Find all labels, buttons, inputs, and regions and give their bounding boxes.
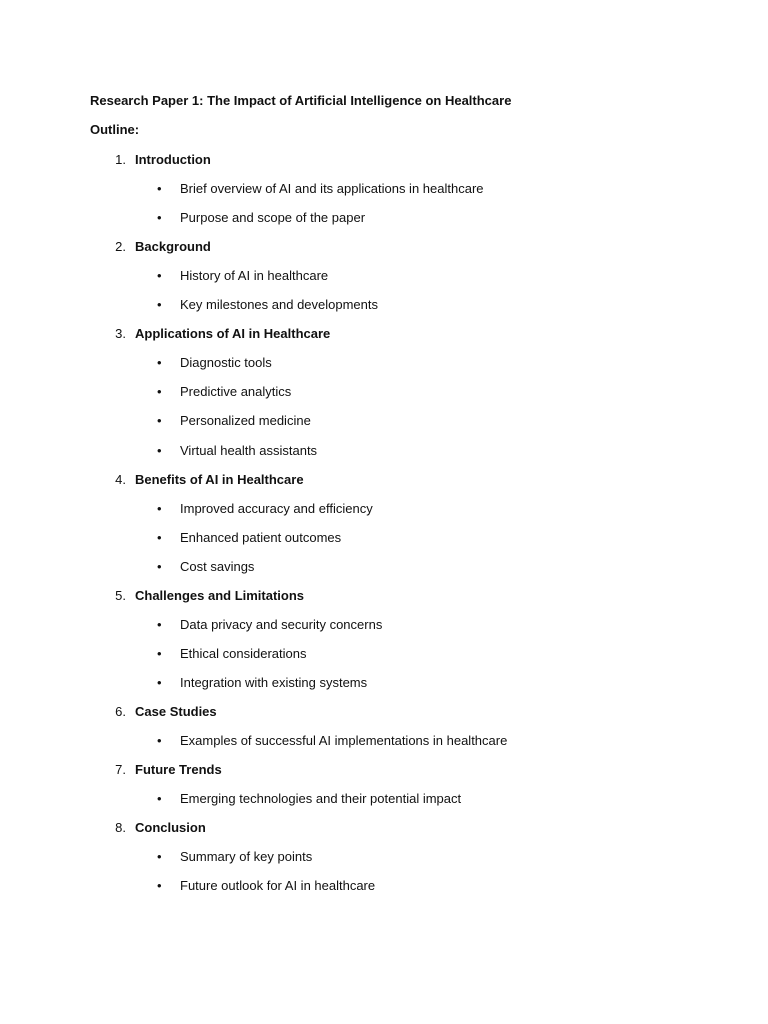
- section-title: Benefits of AI in Healthcare: [135, 471, 304, 487]
- bullet-icon: •: [157, 674, 162, 690]
- list-item: [0, 849, 768, 865]
- bullet-icon: •: [157, 268, 162, 284]
- bullet-icon: •: [157, 181, 162, 197]
- bullet-icon: •: [157, 616, 162, 632]
- bullet-icon: •: [157, 878, 162, 894]
- outline-label: Outline:: [90, 122, 140, 137]
- list-item: [0, 384, 768, 400]
- outline-section: [0, 820, 768, 836]
- list-item-text: Enhanced patient outcomes: [180, 529, 342, 545]
- bullet-icon: •: [157, 529, 162, 545]
- bullet-icon: •: [157, 500, 162, 516]
- list-item: [0, 791, 768, 807]
- section-number: 3.: [115, 326, 126, 342]
- bullet-icon: •: [157, 384, 162, 400]
- list-item-text: Future outlook for AI in healthcare: [180, 878, 376, 894]
- list-item-text: Integration with existing systems: [180, 674, 368, 690]
- list-item: [0, 617, 768, 633]
- bullet-icon: •: [157, 733, 162, 748]
- section-title: Introduction: [135, 152, 211, 167]
- list-item-text: Predictive analytics: [180, 384, 292, 400]
- list-item: [0, 181, 768, 197]
- section-title: Challenges and Limitations: [135, 587, 305, 603]
- section-number: 7.: [115, 762, 126, 778]
- list-item: [0, 501, 768, 517]
- outline-section: [0, 326, 768, 342]
- outline-section: [0, 762, 768, 778]
- section-number: 6.: [115, 704, 126, 719]
- section-title: Future Trends: [135, 762, 222, 778]
- section-title: Applications of AI in Healthcare: [135, 326, 331, 342]
- section-title: Case Studies: [135, 704, 217, 719]
- list-item-text: Cost savings: [180, 558, 255, 574]
- list-item: [0, 675, 768, 691]
- list-item-text: Ethical considerations: [180, 645, 307, 661]
- bullet-icon: •: [157, 297, 162, 313]
- list-item: [0, 559, 768, 575]
- section-number: 5.: [115, 587, 126, 603]
- outline-section: [0, 472, 768, 488]
- list-item-text: Virtual health assistants: [180, 442, 318, 458]
- list-item: [0, 355, 768, 371]
- list-item: [0, 646, 768, 662]
- list-item-text: Emerging technologies and their potential impact: [180, 791, 462, 807]
- section-title: Background: [135, 239, 211, 255]
- section-number: 1.: [115, 152, 126, 167]
- list-item-text: Data privacy and security concerns: [180, 616, 383, 632]
- bullet-icon: •: [157, 355, 162, 371]
- section-number: 8.: [115, 820, 126, 836]
- list-item-text: Key milestones and developments: [180, 297, 379, 313]
- outline-section: [0, 704, 768, 720]
- bullet-icon: •: [157, 645, 162, 661]
- bullet-icon: •: [157, 558, 162, 574]
- list-item: [0, 413, 768, 429]
- bullet-icon: •: [157, 413, 162, 429]
- list-item-text: Examples of successful AI implementations in healthcare: [180, 733, 508, 748]
- list-item-text: Improved accuracy and efficiency: [180, 500, 373, 516]
- outline-section: [0, 588, 768, 604]
- list-item: [0, 297, 768, 313]
- list-item: [0, 530, 768, 546]
- list-item: [0, 878, 768, 894]
- list-item: [0, 733, 768, 749]
- list-item-text: Summary of key points: [180, 849, 313, 865]
- bullet-icon: •: [157, 442, 162, 458]
- list-item-text: Personalized medicine: [180, 413, 311, 429]
- list-item: [0, 443, 768, 459]
- section-title: Conclusion: [135, 820, 206, 836]
- outline-section: [0, 239, 768, 255]
- bullet-icon: •: [157, 791, 162, 807]
- list-item: [0, 268, 768, 284]
- bullet-icon: •: [157, 210, 162, 226]
- list-item: [0, 210, 768, 226]
- section-number: 4.: [115, 471, 126, 487]
- section-number: 2.: [115, 239, 126, 255]
- list-item-text: Purpose and scope of the paper: [180, 210, 366, 226]
- document-title: Research Paper 1: The Impact of Artificial Intelligence on Healthcare: [90, 93, 512, 108]
- outline-section: [0, 152, 768, 168]
- list-item-text: Brief overview of AI and its applications in healthcare: [180, 181, 484, 197]
- bullet-icon: •: [157, 849, 162, 865]
- list-item-text: Diagnostic tools: [180, 355, 272, 371]
- list-item-text: History of AI in healthcare: [180, 268, 329, 284]
